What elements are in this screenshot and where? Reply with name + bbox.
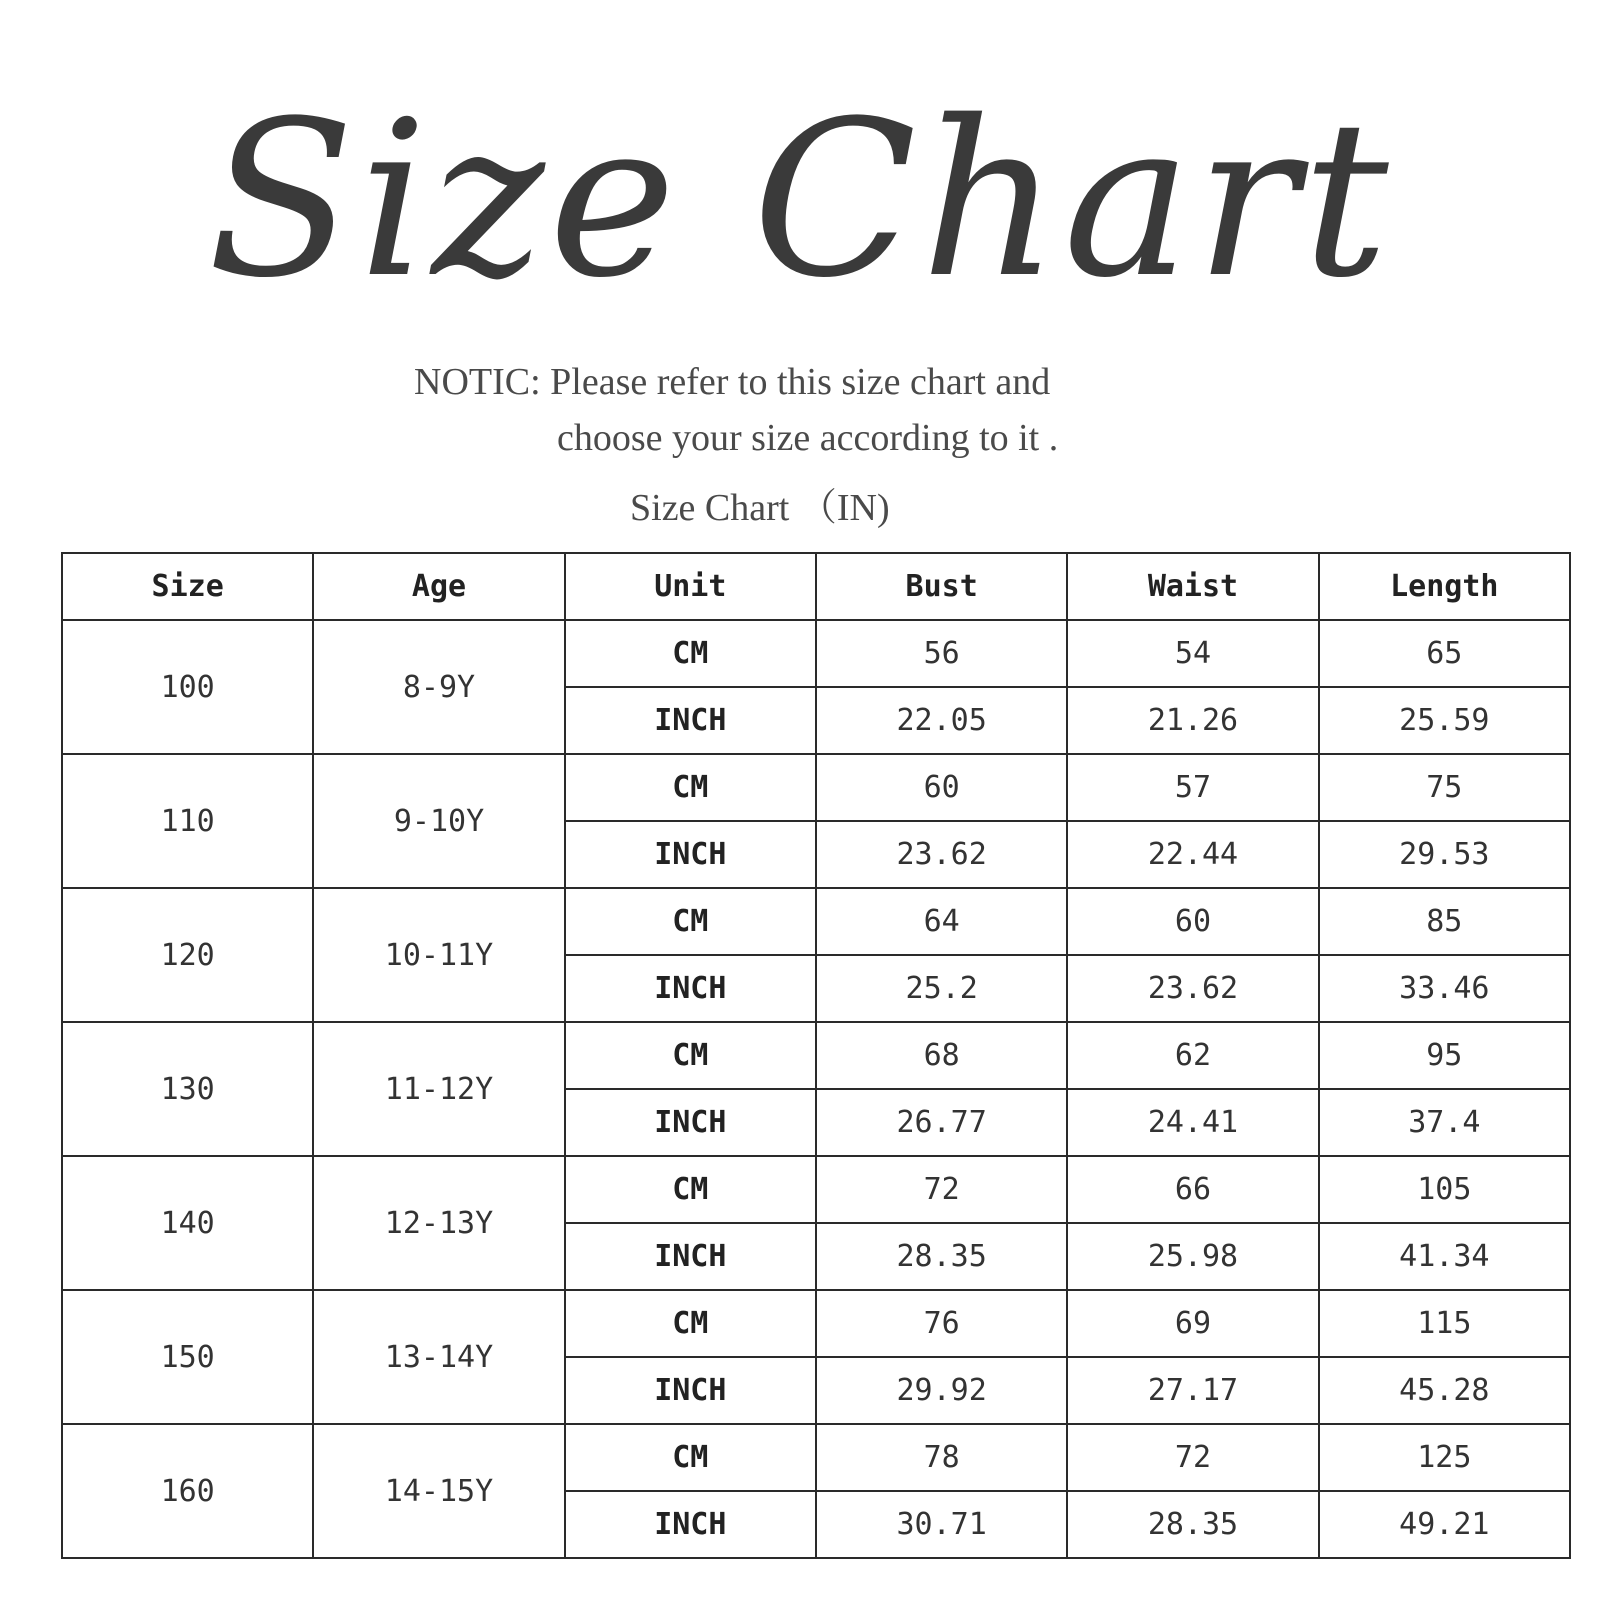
table-caption: Size Chart （IN) <box>630 487 890 529</box>
waist-cell: 24.41 <box>1067 1089 1318 1156</box>
length-cell: 29.53 <box>1319 821 1570 888</box>
waist-cell: 72 <box>1067 1424 1318 1491</box>
table-row <box>62 1424 1570 1491</box>
length-cell: 33.46 <box>1319 955 1570 1022</box>
unit-cell: INCH <box>565 1089 816 1156</box>
page-title: Size Chart <box>207 74 1393 325</box>
bust-cell: 78 <box>816 1424 1067 1491</box>
waist-cell: 22.44 <box>1067 821 1318 888</box>
bust-cell: 22.05 <box>816 687 1067 754</box>
length-cell: 25.59 <box>1319 687 1570 754</box>
header-length: Length <box>1319 553 1570 620</box>
age-cell: 8-9Y <box>313 620 564 754</box>
age-cell: 10-11Y <box>313 888 564 1022</box>
unit-cell: INCH <box>565 687 816 754</box>
bust-cell: 25.2 <box>816 955 1067 1022</box>
age-cell: 13-14Y <box>313 1290 564 1424</box>
header-age: Age <box>313 553 564 620</box>
unit-cell: INCH <box>565 1223 816 1290</box>
unit-cell: CM <box>565 1156 816 1223</box>
unit-cell: CM <box>565 754 816 821</box>
age-cell: 11-12Y <box>313 1022 564 1156</box>
unit-cell: CM <box>565 1022 816 1089</box>
age-cell: 12-13Y <box>313 1156 564 1290</box>
size-cell: 110 <box>62 754 313 888</box>
length-cell: 95 <box>1319 1022 1570 1089</box>
bust-cell: 56 <box>816 620 1067 687</box>
waist-cell: 27.17 <box>1067 1357 1318 1424</box>
size-cell: 150 <box>62 1290 313 1424</box>
bust-cell: 28.35 <box>816 1223 1067 1290</box>
bust-cell: 60 <box>816 754 1067 821</box>
length-cell: 65 <box>1319 620 1570 687</box>
bust-cell: 72 <box>816 1156 1067 1223</box>
table-row <box>62 888 1570 955</box>
table-row <box>62 1290 1570 1357</box>
table-row <box>62 620 1570 687</box>
waist-cell: 60 <box>1067 888 1318 955</box>
unit-cell: INCH <box>565 955 816 1022</box>
length-cell: 49.21 <box>1319 1491 1570 1558</box>
length-cell: 45.28 <box>1319 1357 1570 1424</box>
unit-cell: CM <box>565 888 816 955</box>
table-row <box>62 754 1570 821</box>
length-cell: 115 <box>1319 1290 1570 1357</box>
unit-cell: CM <box>565 1290 816 1357</box>
size-cell: 130 <box>62 1022 313 1156</box>
bust-cell: 30.71 <box>816 1491 1067 1558</box>
unit-cell: INCH <box>565 1491 816 1558</box>
notice-line-2: choose your size according to it . <box>557 417 1059 459</box>
waist-cell: 25.98 <box>1067 1223 1318 1290</box>
waist-cell: 57 <box>1067 754 1318 821</box>
table-header-row <box>62 553 1570 620</box>
length-cell: 125 <box>1319 1424 1570 1491</box>
table-row <box>62 1022 1570 1089</box>
unit-cell: INCH <box>565 821 816 888</box>
length-cell: 75 <box>1319 754 1570 821</box>
age-cell: 14-15Y <box>313 1424 564 1558</box>
waist-cell: 62 <box>1067 1022 1318 1089</box>
bust-cell: 64 <box>816 888 1067 955</box>
length-cell: 105 <box>1319 1156 1570 1223</box>
unit-cell: CM <box>565 620 816 687</box>
notice-line-1: NOTIC: Please refer to this size chart and <box>414 361 1051 403</box>
header-bust: Bust <box>816 553 1067 620</box>
length-cell: 85 <box>1319 888 1570 955</box>
size-cell: 160 <box>62 1424 313 1558</box>
unit-cell: INCH <box>565 1357 816 1424</box>
bust-cell: 26.77 <box>816 1089 1067 1156</box>
waist-cell: 69 <box>1067 1290 1318 1357</box>
header-unit: Unit <box>565 553 816 620</box>
length-cell: 41.34 <box>1319 1223 1570 1290</box>
unit-cell: CM <box>565 1424 816 1491</box>
size-cell: 100 <box>62 620 313 754</box>
table-row <box>62 1156 1570 1223</box>
bust-cell: 68 <box>816 1022 1067 1089</box>
bust-cell: 76 <box>816 1290 1067 1357</box>
waist-cell: 21.26 <box>1067 687 1318 754</box>
age-cell: 9-10Y <box>313 754 564 888</box>
waist-cell: 54 <box>1067 620 1318 687</box>
bust-cell: 29.92 <box>816 1357 1067 1424</box>
waist-cell: 23.62 <box>1067 955 1318 1022</box>
size-cell: 120 <box>62 888 313 1022</box>
length-cell: 37.4 <box>1319 1089 1570 1156</box>
header-size: Size <box>62 553 313 620</box>
bust-cell: 23.62 <box>816 821 1067 888</box>
waist-cell: 66 <box>1067 1156 1318 1223</box>
size-cell: 140 <box>62 1156 313 1290</box>
header-waist: Waist <box>1067 553 1318 620</box>
size-table <box>61 552 1571 1559</box>
waist-cell: 28.35 <box>1067 1491 1318 1558</box>
